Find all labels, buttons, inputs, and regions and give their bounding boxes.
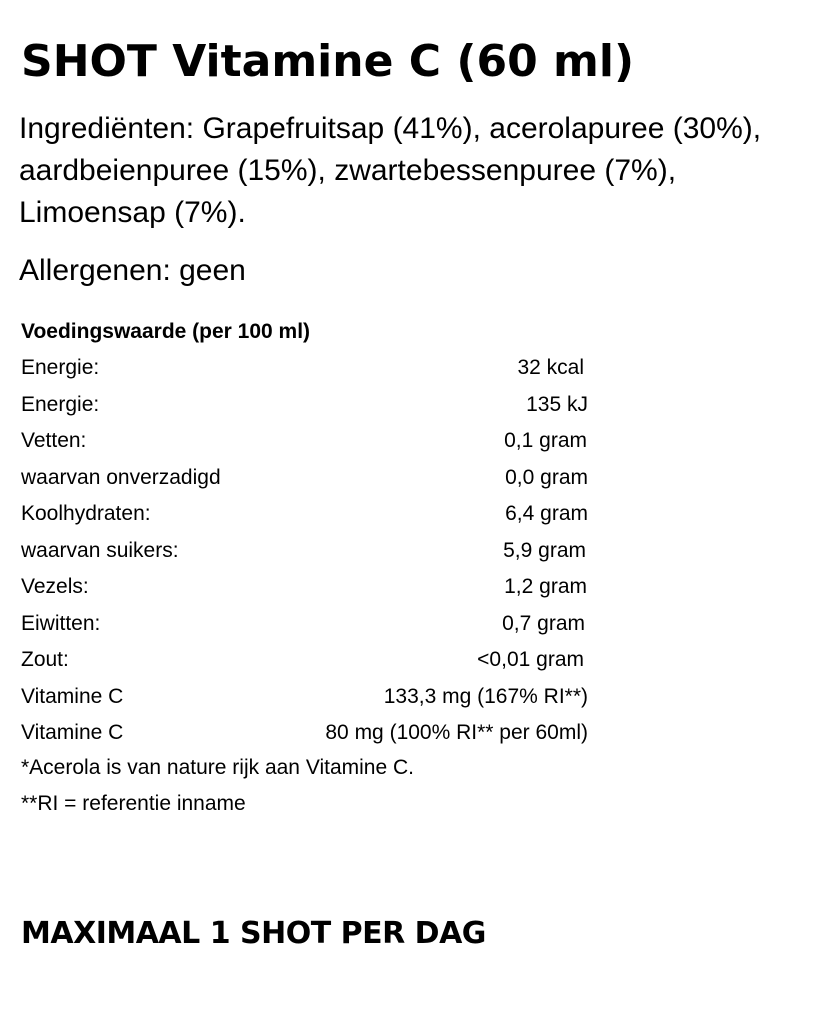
nutrition-row (21, 642, 591, 679)
nutrition-row (21, 679, 591, 716)
nutrition-row (21, 350, 591, 387)
nutrition-row (21, 423, 591, 460)
footnote-acerola: *Acerola is van nature rijk aan Vitamine C. (21, 756, 414, 779)
nutrient-value: 0,1 gram (504, 429, 587, 452)
nutrient-label: Energie: (21, 356, 100, 379)
nutrient-value: 135 kJ (526, 392, 588, 416)
nutrition-table (21, 314, 591, 752)
nutrient-value: 6,4 gram (505, 502, 588, 525)
dosage-warning: MAXIMAAL 1 SHOT PER DAG (21, 916, 486, 951)
nutrient-value: 133,3 mg (167% RI**) (383, 684, 588, 708)
footnote-ri: **RI = referentie inname (21, 792, 246, 815)
nutrient-value: 80 mg (100% RI** per 60ml) (325, 721, 588, 744)
nutrition-row (21, 606, 591, 643)
nutrition-row (21, 715, 591, 752)
nutrient-value: 5,9 gram (503, 538, 586, 562)
nutrient-value: 0,7 gram (502, 611, 585, 635)
nutrient-label: Vezels: (21, 575, 89, 598)
nutrient-label: Koolhydraten: (21, 502, 151, 525)
nutrient-label: Energie: (21, 392, 100, 416)
nutrient-value: <0,01 gram (477, 648, 584, 671)
nutrient-label: waarvan suikers: (21, 538, 179, 562)
footnotes (21, 750, 414, 822)
nutrition-row (21, 460, 591, 497)
nutrient-label: Vitamine C (21, 721, 124, 744)
product-title: SHOT Vitamine C (60 ml) (21, 36, 635, 87)
ingredients-text: Ingrediënten: Grapefruitsap (41%), acerolapuree (30%), aardbeienpuree (15%), zwartebessenpuree (7%), Limoensap (7%). (19, 112, 762, 229)
nutrient-label: Eiwitten: (21, 611, 101, 635)
nutrition-row (21, 569, 591, 606)
nutrition-row (21, 533, 591, 570)
nutrition-row (21, 496, 591, 533)
nutrient-label: waarvan onverzadigd (21, 465, 221, 489)
nutrient-label: Vitamine C (21, 684, 124, 708)
nutrition-header: Voedingswaarde (per 100 ml) (21, 320, 311, 343)
allergens-text: Allergenen: geen (19, 254, 246, 287)
nutrient-value: 1,2 gram (504, 575, 587, 598)
nutrient-value: 32 kcal (517, 356, 584, 379)
nutrition-row (21, 387, 591, 424)
nutrient-label: Vetten: (21, 429, 87, 452)
nutrient-label: Zout: (21, 648, 69, 671)
nutrient-value: 0,0 gram (505, 465, 588, 489)
